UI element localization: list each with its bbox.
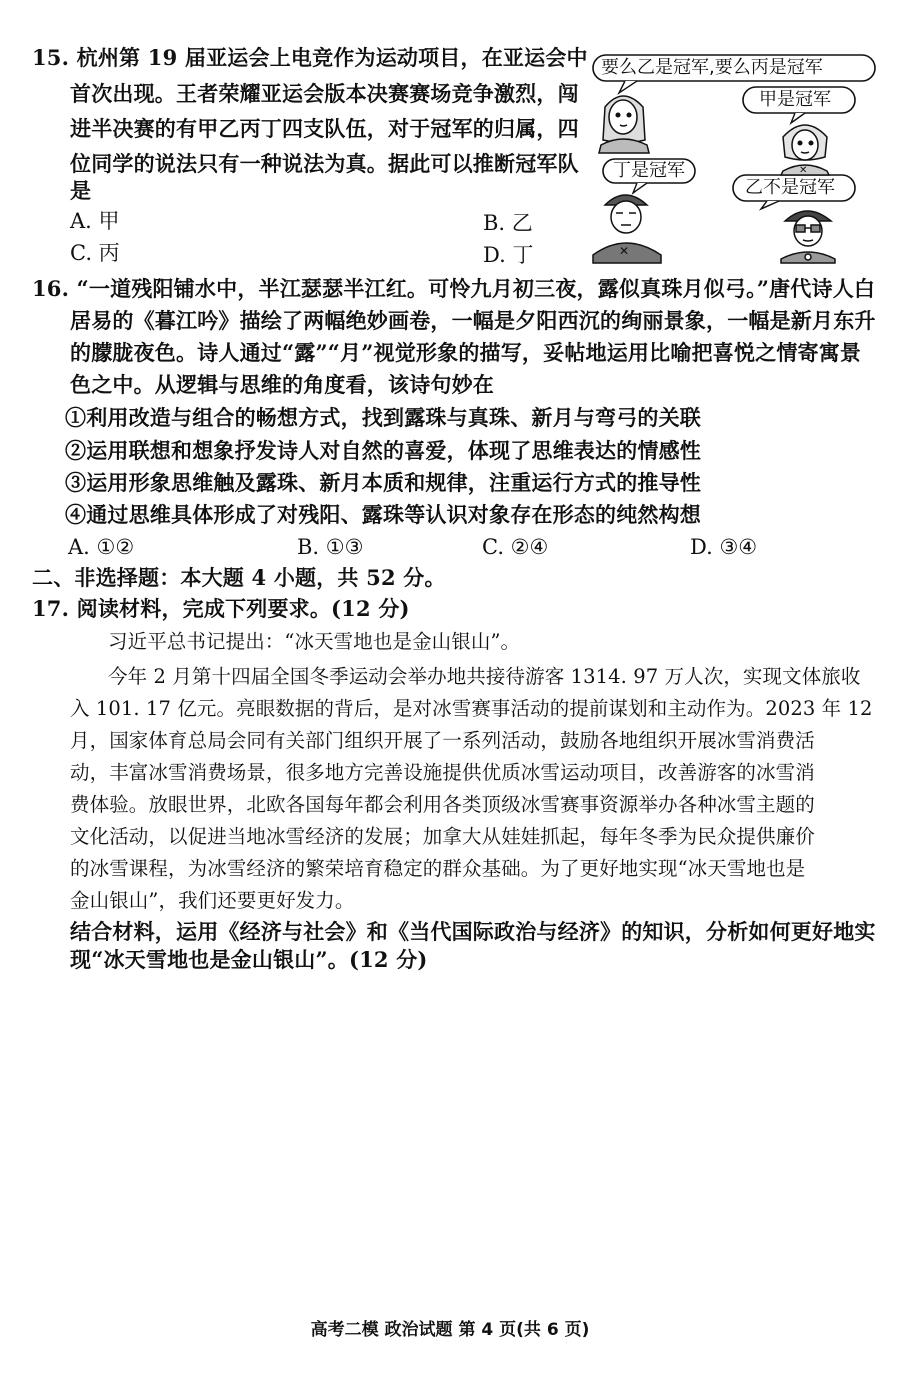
speech-bubble-tail-3 (633, 183, 647, 193)
q16-line-2: 居易的《暮江吟》描绘了两幅绝妙画卷，一幅是夕阳西沉的绚丽景象，一幅是新月东升 (70, 308, 876, 333)
q16-option-a: A. ①② (68, 535, 135, 559)
q17-material-line-1: 今年 2 月第十四届全国冬季运动会举办地共接待游客 1314. 97 万人次，实现文体旅收 (108, 665, 861, 688)
comic-illustration (585, 45, 885, 265)
character-boy-glasses (781, 211, 835, 263)
q16-line-3: 的朦胧夜色。诗人通过“露”“月”视觉形象的描写，妥帖地运用比喻把喜悦之情寄寓景 (70, 340, 862, 365)
q17-material-line-5: 费体验。放眼世界，北欧各国每年都会利用各类顶级冰雪赛事资源举办各种冰雪主题的 (70, 793, 815, 816)
q17-material-line-2: 入 101. 17 亿元。亮眼数据的背后，是对冰雪赛事活动的提前谋划和主动作为。2023 年 12 (70, 697, 873, 720)
q15-option-a: A. 甲 (70, 209, 120, 233)
page-footer: 高考二模 政治试题 第 4 页(共 6 页) (310, 1320, 590, 1340)
bubble-text-4: 乙不是冠军 (745, 177, 835, 198)
q15-line-4: 位同学的说法只有一种说法为真。据此可以推断冠军队 (70, 151, 579, 176)
q16-line-4: 色之中。从逻辑与思维的角度看，该诗句妙在 (70, 372, 494, 397)
q15-line-2: 首次出现。王者荣耀亚运会版本决赛赛场竞争激烈，闯 (70, 81, 579, 106)
q17-intro: 17. 阅读材料，完成下列要求。(12 分) (32, 596, 410, 621)
bubble-text-1: 要么乙是冠军,要么丙是冠军 (601, 57, 823, 78)
bubble-text-3: 丁是冠军 (613, 160, 685, 181)
q16-statement-2: ②运用联想和想象抒发诗人对自然的喜爱，体现了思维表达的情感性 (65, 438, 701, 463)
speech-bubble-tail-4 (761, 201, 779, 209)
svg-text:✕: ✕ (619, 244, 630, 258)
q15-option-c: C. 丙 (70, 241, 120, 265)
speech-bubble-tail-2 (791, 113, 805, 123)
q15-line-3: 进半决赛的有甲乙丙丁四支队伍，对于冠军的归属，四 (70, 116, 579, 141)
q16-statement-4: ④通过思维具体形成了对残阳、露珠等认识对象存在形态的纯然构想 (65, 502, 701, 527)
q17-material-line-6: 文化活动，以促进当地冰雪经济的发展；加拿大从娃娃抓起，每年冬季为民众提供廉价 (70, 825, 815, 848)
q15-line-5: 是 (70, 178, 92, 203)
bubble-text-2: 甲是冠军 (759, 89, 831, 110)
section-2-heading: 二、非选择题：本大题 4 小题，共 52 分。 (32, 565, 446, 590)
q15-option-b: B. 乙 (483, 211, 533, 235)
character-girl-short-hair (781, 125, 829, 176)
q16-option-b: B. ①③ (297, 535, 364, 559)
q15-option-d: D. 丁 (483, 243, 534, 267)
q17-task-line-1: 结合材料，运用《经济与社会》和《当代国际政治与经济》的知识，分析如何更好地实 (70, 919, 876, 944)
speech-bubble-tail-1 (619, 81, 637, 93)
q17-material-line-7: 的冰雪课程，为冰雪经济的繁荣培育稳定的群众基础。为了更好地实现“冰天雪地也是 (70, 857, 806, 880)
q16-statement-1: ①利用改造与组合的畅想方式，找到露珠与真珠、新月与弯弓的关联 (65, 405, 701, 430)
q15-line-1: 15. 杭州第 19 届亚运会上电竞作为运动项目，在亚运会中 (32, 45, 588, 70)
character-boy-bottom-left (593, 195, 661, 263)
q17-material-line-4: 动，丰富冰雪消费场景，很多地方完善设施提供优质冰雪运动项目，改善游客的冰雪消 (70, 761, 815, 784)
q17-material-line-8: 金山银山”，我们还要更好发力。 (70, 889, 355, 912)
svg-text:✕: ✕ (799, 165, 808, 176)
q17-material-line-3: 月，国家体育总局会同有关部门组织开展了一系列活动，鼓励各地组织开展冰雪消费活 (70, 729, 815, 752)
q17-quote: 习近平总书记提出：“冰天雪地也是金山银山”。 (108, 630, 521, 653)
q17-task-line-2: 现“冰天雪地也是金山银山”。(12 分) (70, 947, 428, 972)
character-girl-long-hair (599, 96, 649, 153)
q16-statement-3: ③运用形象思维触及露珠、新月本质和规律，注重运行方式的推导性 (65, 470, 701, 495)
q16-option-c: C. ②④ (482, 535, 549, 559)
q16-line-1: 16. “一道残阳铺水中，半江瑟瑟半江红。可怜九月初三夜，露似真珠月似弓。”唐代诗人白 (32, 276, 876, 301)
q16-option-d: D. ③④ (690, 535, 758, 559)
